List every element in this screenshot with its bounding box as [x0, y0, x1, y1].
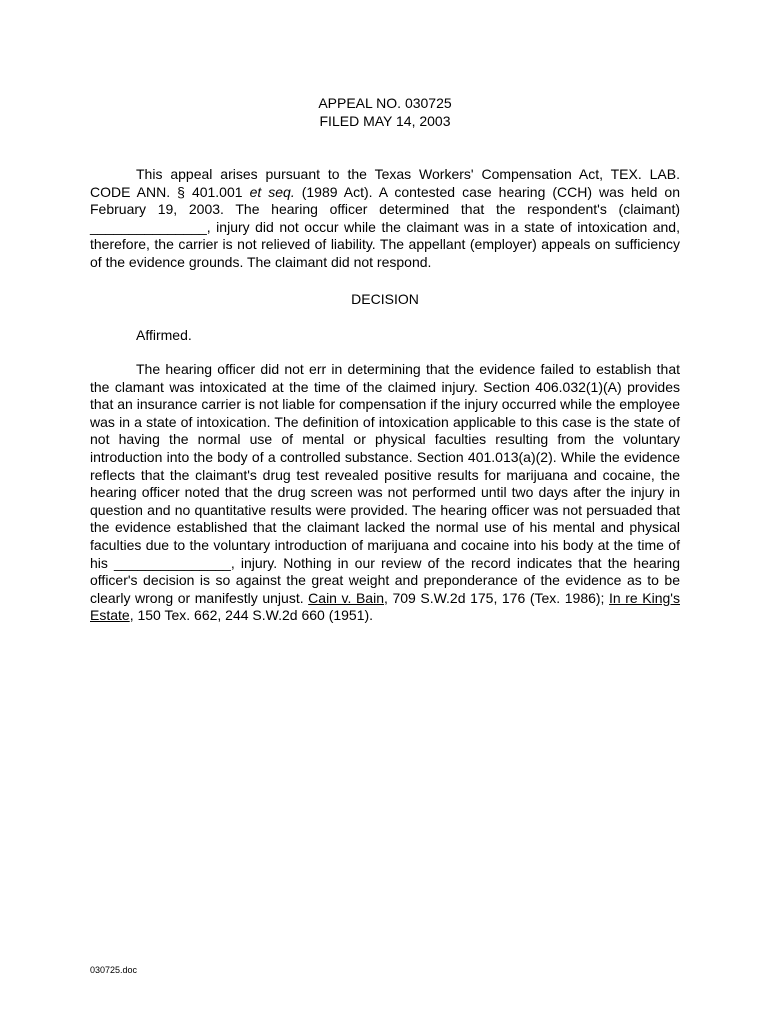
- filed-date: FILED MAY 14, 2003: [319, 113, 451, 129]
- case-citation-king-estate: In re King's Estate: [90, 589, 680, 624]
- footer-filename: 030725.doc: [90, 965, 138, 975]
- intro-paragraph: [90, 166, 680, 272]
- affirmed-text: Affirmed.: [136, 327, 192, 343]
- case-citation-cain-v-bain: Cain v. Bain: [308, 589, 384, 606]
- decision-heading: DECISION: [351, 291, 419, 307]
- citation-end-text: , 150 Tex. 662, 244 S.W.2d 660 (1951).: [129, 607, 374, 624]
- analysis-paragraph: [90, 361, 680, 625]
- analysis-text: The hearing officer did not err in determining that the evidence failed to establish that the clamant was intoxicated at the time of the claimed injury. Section 406.032(1)(A) provides that an insurance carrier is not liable for compensation if the injury occurred while the employee was in a state of intoxication. The definition of intoxication applicable to this case is the state of not having the normal use of mental or physical faculties resulting from the voluntary introduction into the body of a controlled substance. Section 401.013(a)(2). While the evidence reflects that the claimant's drug test revealed positive results for marijuana and cocaine, the hearing officer noted that the drug screen was not performed until two days after the injury in question and no quantitative results were provided. The hearing officer was not persuaded that the evidence established that the claimant lacked the normal use of his mental and physical faculties due to the voluntary introduction of marijuana and cocaine into his body at the time of his _______________, injury. Nothing in our review of the record indicates that the hearing officer's decision is so against the great weight and preponderance of the evidence as to be clearly wrong or manifestly unjust.: [90, 361, 680, 606]
- document-header: [0, 94, 770, 130]
- intro-italic-et-seq: et seq.: [249, 183, 295, 200]
- intro-text-part2: (1989 Act). A contested case hearing (CCH) was held on February 19, 2003. The hearing officer determined that the respondent's (claimant) _______________, injury did not occur while the claimant was in a state of intoxication and, therefore, the carrier is not relieved of liability. The appellant (employer) appeals on sufficiency of the evidence grounds. The claimant did not respond.: [90, 183, 680, 270]
- intro-text-part1: This appeal arises pursuant to the Texas Workers' Compensation Act, TEX. LAB. CODE ANN. § 401.001: [90, 166, 680, 200]
- citation-mid-text: , 709 S.W.2d 175, 176 (Tex. 1986);: [383, 589, 610, 606]
- appeal-number: APPEAL NO. 030725: [318, 95, 452, 111]
